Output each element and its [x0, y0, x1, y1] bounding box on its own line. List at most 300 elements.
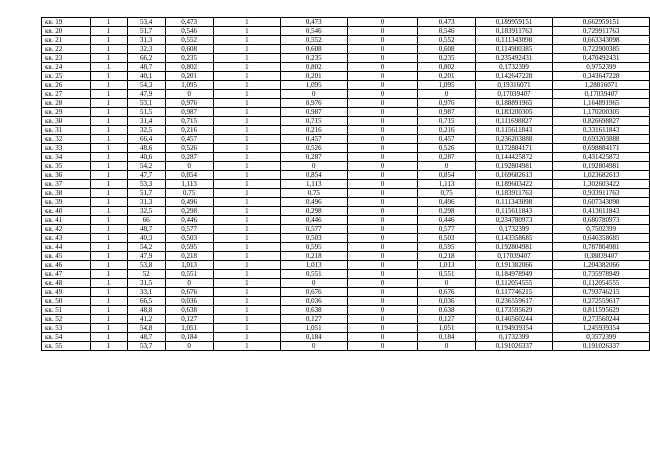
value-cell: 0 — [165, 90, 213, 99]
value2-cell: 0,218 — [281, 252, 348, 261]
count-cell: 1 — [90, 306, 127, 315]
apartment-cell: кв. 35 — [42, 162, 91, 171]
table-row — [42, 162, 650, 171]
zero-cell: 0 — [347, 36, 418, 45]
count-cell: 1 — [90, 81, 127, 90]
share-cell: 0,146560244 — [475, 315, 552, 324]
zero-cell: 0 — [347, 18, 418, 27]
table-row — [42, 342, 650, 351]
share-cell: 0,111343098 — [475, 198, 552, 207]
total-cell: 0,735978949 — [553, 270, 650, 279]
count-cell: 1 — [90, 261, 127, 270]
apartment-cell: кв. 28 — [42, 99, 91, 108]
coef-cell: 1 — [213, 180, 280, 189]
value2-cell: 0,473 — [281, 18, 348, 27]
area-cell: 40,3 — [127, 234, 165, 243]
area-cell: 66,4 — [127, 135, 165, 144]
apartment-cell: кв. 19 — [42, 18, 91, 27]
value-cell: 0,201 — [165, 72, 213, 81]
area-cell: 51,5 — [127, 108, 165, 117]
table-row — [42, 180, 650, 189]
area-cell: 31,3 — [127, 36, 165, 45]
coef-cell: 1 — [213, 234, 280, 243]
zero-cell: 0 — [347, 117, 418, 126]
apartment-cell: кв. 44 — [42, 243, 91, 252]
coef-cell: 1 — [213, 153, 280, 162]
value3-cell: 1,113 — [418, 180, 475, 189]
total-cell: 0,680780973 — [553, 216, 650, 225]
value3-cell: 0,036 — [418, 297, 475, 306]
value-cell: 1,013 — [165, 261, 213, 270]
value2-cell: 0,715 — [281, 117, 348, 126]
value-cell: 0,608 — [165, 45, 213, 54]
value-cell: 0,446 — [165, 216, 213, 225]
area-cell: 48,7 — [127, 63, 165, 72]
zero-cell: 0 — [347, 54, 418, 63]
area-cell: 40,1 — [127, 72, 165, 81]
share-cell: 0,1732399 — [475, 333, 552, 342]
total-cell: 0,607343098 — [553, 198, 650, 207]
count-cell: 1 — [90, 279, 127, 288]
share-cell: 0,192804981 — [475, 162, 552, 171]
coef-cell: 1 — [213, 288, 280, 297]
share-cell: 0,172884171 — [475, 144, 552, 153]
zero-cell: 0 — [347, 45, 418, 54]
apartment-cell: кв. 20 — [42, 27, 91, 36]
count-cell: 1 — [90, 171, 127, 180]
value2-cell: 0,526 — [281, 144, 348, 153]
coef-cell: 1 — [213, 306, 280, 315]
total-cell: 0,9752399 — [553, 63, 650, 72]
value2-cell: 0,298 — [281, 207, 348, 216]
area-cell: 48,8 — [127, 306, 165, 315]
share-cell: 0,144425872 — [475, 153, 552, 162]
value2-cell: 0,577 — [281, 225, 348, 234]
zero-cell: 0 — [347, 252, 418, 261]
value-cell: 0,235 — [165, 54, 213, 63]
value3-cell: 0,854 — [418, 171, 475, 180]
coef-cell: 1 — [213, 126, 280, 135]
value-cell: 0,577 — [165, 225, 213, 234]
value3-cell: 0,987 — [418, 108, 475, 117]
apartment-cell: кв. 53 — [42, 324, 91, 333]
share-cell: 0,188891965 — [475, 99, 552, 108]
table-row — [42, 45, 650, 54]
zero-cell: 0 — [347, 90, 418, 99]
zero-cell: 0 — [347, 108, 418, 117]
value-cell: 0,676 — [165, 288, 213, 297]
area-cell: 47,9 — [127, 90, 165, 99]
value3-cell: 0,976 — [418, 99, 475, 108]
value2-cell: 0,127 — [281, 315, 348, 324]
table-row — [42, 27, 650, 36]
value-cell: 0,546 — [165, 27, 213, 36]
total-cell: 0,431425872 — [553, 153, 650, 162]
total-cell: 0,663343098 — [553, 36, 650, 45]
value-cell: 0,496 — [165, 198, 213, 207]
total-cell: 0,192804981 — [553, 162, 650, 171]
share-cell: 0,235492431 — [475, 54, 552, 63]
total-cell: 0,722900385 — [553, 45, 650, 54]
value2-cell: 0 — [281, 279, 348, 288]
value2-cell: 0,446 — [281, 216, 348, 225]
zero-cell: 0 — [347, 207, 418, 216]
area-cell: 41,2 — [127, 315, 165, 324]
count-cell: 1 — [90, 216, 127, 225]
value3-cell: 0 — [418, 162, 475, 171]
area-cell: 66,2 — [127, 54, 165, 63]
apartment-cell: кв. 45 — [42, 252, 91, 261]
count-cell: 1 — [90, 207, 127, 216]
area-cell: 54,2 — [127, 243, 165, 252]
zero-cell: 0 — [347, 99, 418, 108]
count-cell: 1 — [90, 45, 127, 54]
area-cell: 48,7 — [127, 225, 165, 234]
value-cell: 0,976 — [165, 99, 213, 108]
count-cell: 1 — [90, 90, 127, 99]
zero-cell: 0 — [347, 72, 418, 81]
share-cell: 0,183200305 — [475, 108, 552, 117]
coef-cell: 1 — [213, 207, 280, 216]
table-row — [42, 270, 650, 279]
coef-cell: 1 — [213, 216, 280, 225]
count-cell: 1 — [90, 27, 127, 36]
area-cell: 48,7 — [127, 333, 165, 342]
apartment-cell: кв. 50 — [42, 297, 91, 306]
value2-cell: 0,551 — [281, 270, 348, 279]
count-cell: 1 — [90, 144, 127, 153]
value-cell: 0,854 — [165, 171, 213, 180]
zero-cell: 0 — [347, 153, 418, 162]
total-cell: 0,272559617 — [553, 297, 650, 306]
value3-cell: 0,218 — [418, 252, 475, 261]
value3-cell: 0,802 — [418, 63, 475, 72]
coef-cell: 1 — [213, 18, 280, 27]
total-cell: 0,729911763 — [553, 27, 650, 36]
count-cell: 1 — [90, 117, 127, 126]
value2-cell: 0,457 — [281, 135, 348, 144]
coef-cell: 1 — [213, 261, 280, 270]
area-cell: 40,6 — [127, 153, 165, 162]
zero-cell: 0 — [347, 306, 418, 315]
total-cell: 0,3572399 — [553, 333, 650, 342]
total-cell: 0,693203888 — [553, 135, 650, 144]
count-cell: 1 — [90, 99, 127, 108]
share-cell: 0,183911763 — [475, 189, 552, 198]
total-cell: 0,662959151 — [553, 18, 650, 27]
count-cell: 1 — [90, 333, 127, 342]
table-row — [42, 333, 650, 342]
value3-cell: 0,298 — [418, 207, 475, 216]
apartment-cell: кв. 36 — [42, 171, 91, 180]
table-row — [42, 72, 650, 81]
total-cell: 1,204382066 — [553, 261, 650, 270]
coef-cell: 1 — [213, 333, 280, 342]
apartment-cell: кв. 47 — [42, 270, 91, 279]
zero-cell: 0 — [347, 162, 418, 171]
zero-cell: 0 — [347, 225, 418, 234]
value-cell: 0 — [165, 162, 213, 171]
share-cell: 0,183911763 — [475, 27, 552, 36]
zero-cell: 0 — [347, 261, 418, 270]
value-cell: 0,638 — [165, 306, 213, 315]
value2-cell: 0,802 — [281, 63, 348, 72]
value2-cell: 0,201 — [281, 72, 348, 81]
value-cell: 0,287 — [165, 153, 213, 162]
count-cell: 1 — [90, 342, 127, 351]
total-cell: 0,793746215 — [553, 288, 650, 297]
total-cell: 1,245939354 — [553, 324, 650, 333]
share-cell: 0,1732399 — [475, 225, 552, 234]
zero-cell: 0 — [347, 216, 418, 225]
value2-cell: 0 — [281, 90, 348, 99]
coef-cell: 1 — [213, 252, 280, 261]
value-cell: 0,298 — [165, 207, 213, 216]
total-cell: 0,413611843 — [553, 207, 650, 216]
apartment-cell: кв. 43 — [42, 234, 91, 243]
coef-cell: 1 — [213, 171, 280, 180]
value3-cell: 0,577 — [418, 225, 475, 234]
value2-cell: 0,608 — [281, 45, 348, 54]
zero-cell: 0 — [347, 27, 418, 36]
total-cell: 0,470492431 — [553, 54, 650, 63]
coef-cell: 1 — [213, 270, 280, 279]
apartment-cell: кв. 32 — [42, 135, 91, 144]
value3-cell: 0,546 — [418, 27, 475, 36]
total-cell: 0,191026337 — [553, 342, 650, 351]
area-cell: 54,3 — [127, 81, 165, 90]
table-row — [42, 144, 650, 153]
area-cell: 53,1 — [127, 99, 165, 108]
coef-cell: 1 — [213, 198, 280, 207]
share-cell: 0,194939354 — [475, 324, 552, 333]
apartment-cell: кв. 34 — [42, 153, 91, 162]
apartment-cell: кв. 46 — [42, 261, 91, 270]
table-row — [42, 207, 650, 216]
area-cell: 53,3 — [127, 180, 165, 189]
count-cell: 1 — [90, 225, 127, 234]
value3-cell: 0,496 — [418, 198, 475, 207]
value-cell: 0 — [165, 342, 213, 351]
area-cell: 32,5 — [127, 126, 165, 135]
coef-cell: 1 — [213, 225, 280, 234]
total-cell: 0,331611843 — [553, 126, 650, 135]
value3-cell: 0,287 — [418, 153, 475, 162]
zero-cell: 0 — [347, 270, 418, 279]
coef-cell: 1 — [213, 36, 280, 45]
coef-cell: 1 — [213, 90, 280, 99]
zero-cell: 0 — [347, 243, 418, 252]
count-cell: 1 — [90, 63, 127, 72]
zero-cell: 0 — [347, 144, 418, 153]
zero-cell: 0 — [347, 180, 418, 189]
count-cell: 1 — [90, 324, 127, 333]
coef-cell: 1 — [213, 54, 280, 63]
count-cell: 1 — [90, 189, 127, 198]
apartment-cell: кв. 25 — [42, 72, 91, 81]
apartment-cell: кв. 55 — [42, 342, 91, 351]
table-body — [42, 18, 650, 351]
table-row — [42, 243, 650, 252]
share-cell: 0,192804981 — [475, 243, 552, 252]
table-row — [42, 198, 650, 207]
apartment-cell: кв. 37 — [42, 180, 91, 189]
table-row — [42, 315, 650, 324]
zero-cell: 0 — [347, 135, 418, 144]
value2-cell: 0,235 — [281, 54, 348, 63]
value-cell: 1,113 — [165, 180, 213, 189]
total-cell: 0,273560244 — [553, 315, 650, 324]
apartment-cell: кв. 51 — [42, 306, 91, 315]
coef-cell: 1 — [213, 243, 280, 252]
share-cell: 0,17039407 — [475, 252, 552, 261]
apartment-cell: кв. 24 — [42, 63, 91, 72]
share-cell: 0,236559617 — [475, 297, 552, 306]
value3-cell: 0,446 — [418, 216, 475, 225]
area-cell: 54,2 — [127, 162, 165, 171]
zero-cell: 0 — [347, 171, 418, 180]
value3-cell: 1,013 — [418, 261, 475, 270]
value3-cell: 0,503 — [418, 234, 475, 243]
area-cell: 32,3 — [127, 45, 165, 54]
value-cell: 0,526 — [165, 144, 213, 153]
table-row — [42, 234, 650, 243]
apartment-cell: кв. 29 — [42, 108, 91, 117]
count-cell: 1 — [90, 72, 127, 81]
share-cell: 0,115611843 — [475, 207, 552, 216]
value3-cell: 1,095 — [418, 81, 475, 90]
value2-cell: 0,75 — [281, 189, 348, 198]
value2-cell: 0,496 — [281, 198, 348, 207]
table-row — [42, 297, 650, 306]
area-cell: 48,6 — [127, 144, 165, 153]
area-cell: 53,8 — [127, 261, 165, 270]
value2-cell: 0,976 — [281, 99, 348, 108]
value-cell: 0,457 — [165, 135, 213, 144]
share-cell: 0,117746215 — [475, 288, 552, 297]
value2-cell: 0,595 — [281, 243, 348, 252]
area-cell: 47,7 — [127, 171, 165, 180]
share-cell: 0,19316071 — [475, 81, 552, 90]
count-cell: 1 — [90, 153, 127, 162]
count-cell: 1 — [90, 315, 127, 324]
value-cell: 0,127 — [165, 315, 213, 324]
count-cell: 1 — [90, 243, 127, 252]
zero-cell: 0 — [347, 297, 418, 306]
count-cell: 1 — [90, 270, 127, 279]
value-cell: 0 — [165, 279, 213, 288]
apartment-cell: кв. 52 — [42, 315, 91, 324]
data-table — [41, 17, 650, 351]
value3-cell: 0,552 — [418, 36, 475, 45]
value3-cell: 0,216 — [418, 126, 475, 135]
coef-cell: 1 — [213, 342, 280, 351]
zero-cell: 0 — [347, 288, 418, 297]
table-row — [42, 135, 650, 144]
coef-cell: 1 — [213, 144, 280, 153]
total-cell: 0,811595629 — [553, 306, 650, 315]
table-row — [42, 189, 650, 198]
coef-cell: 1 — [213, 108, 280, 117]
value2-cell: 0,552 — [281, 36, 348, 45]
table-row — [42, 261, 650, 270]
coef-cell: 1 — [213, 99, 280, 108]
total-cell: 0,38839407 — [553, 252, 650, 261]
table-row — [42, 288, 650, 297]
value3-cell: 0 — [418, 279, 475, 288]
zero-cell: 0 — [347, 81, 418, 90]
apartment-cell: кв. 30 — [42, 117, 91, 126]
area-cell: 66 — [127, 216, 165, 225]
share-cell: 0,142647228 — [475, 72, 552, 81]
coef-cell: 1 — [213, 81, 280, 90]
value3-cell: 0,608 — [418, 45, 475, 54]
zero-cell: 0 — [347, 315, 418, 324]
count-cell: 1 — [90, 297, 127, 306]
total-cell: 0,343647228 — [553, 72, 650, 81]
count-cell: 1 — [90, 198, 127, 207]
value-cell: 0,987 — [165, 108, 213, 117]
zero-cell: 0 — [347, 333, 418, 342]
table-row — [42, 126, 650, 135]
share-cell: 0,184978949 — [475, 270, 552, 279]
coef-cell: 1 — [213, 189, 280, 198]
area-cell: 31,5 — [127, 279, 165, 288]
coef-cell: 1 — [213, 117, 280, 126]
share-cell: 0,191382066 — [475, 261, 552, 270]
table-row — [42, 18, 650, 27]
value3-cell: 0,235 — [418, 54, 475, 63]
count-cell: 1 — [90, 108, 127, 117]
share-cell: 0,234780973 — [475, 216, 552, 225]
table-row — [42, 252, 650, 261]
table-row — [42, 108, 650, 117]
total-cell: 0,7502399 — [553, 225, 650, 234]
table-row — [42, 279, 650, 288]
total-cell: 0,698884171 — [553, 144, 650, 153]
table-row — [42, 306, 650, 315]
area-cell: 53,4 — [127, 18, 165, 27]
coef-cell: 1 — [213, 135, 280, 144]
total-cell: 1,164891965 — [553, 99, 650, 108]
total-cell: 0,933911763 — [553, 189, 650, 198]
value-cell: 0,551 — [165, 270, 213, 279]
total-cell: 0,112054555 — [553, 279, 650, 288]
apartment-cell: кв. 49 — [42, 288, 91, 297]
zero-cell: 0 — [347, 126, 418, 135]
count-cell: 1 — [90, 54, 127, 63]
table-row — [42, 324, 650, 333]
count-cell: 1 — [90, 180, 127, 189]
zero-cell: 0 — [347, 234, 418, 243]
table-row — [42, 99, 650, 108]
apartment-cell: кв. 31 — [42, 126, 91, 135]
value3-cell: 0,638 — [418, 306, 475, 315]
total-cell: 0,787804981 — [553, 243, 650, 252]
value3-cell: 0,127 — [418, 315, 475, 324]
share-cell: 0,17039407 — [475, 90, 552, 99]
zero-cell: 0 — [347, 324, 418, 333]
area-cell: 66,5 — [127, 297, 165, 306]
total-cell: 0,826698827 — [553, 117, 650, 126]
value3-cell: 0,715 — [418, 117, 475, 126]
share-cell: 0,143358685 — [475, 234, 552, 243]
coef-cell: 1 — [213, 297, 280, 306]
area-cell: 52 — [127, 270, 165, 279]
coef-cell: 1 — [213, 324, 280, 333]
value-cell: 0,216 — [165, 126, 213, 135]
share-cell: 0,114900385 — [475, 45, 552, 54]
